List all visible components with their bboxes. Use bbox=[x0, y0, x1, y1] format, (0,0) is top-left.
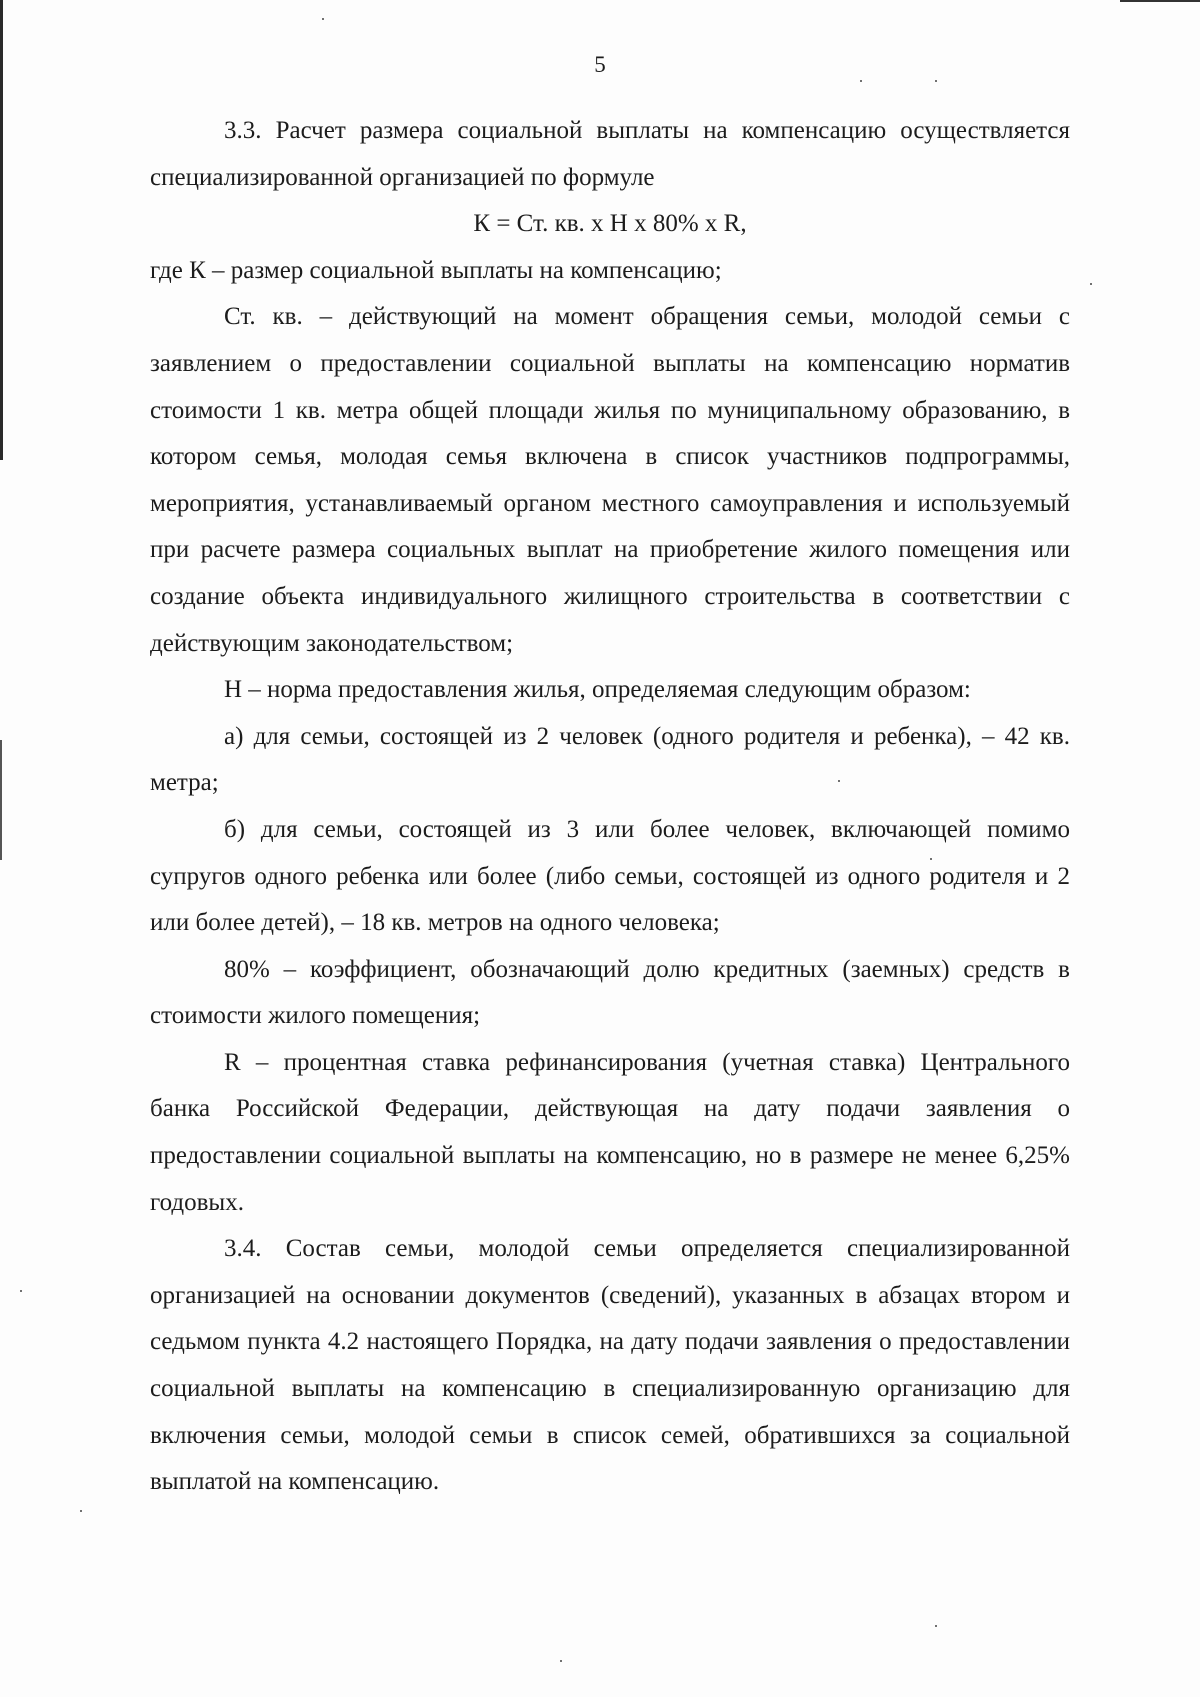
scan-speck bbox=[20, 1290, 22, 1292]
scan-edge-mark bbox=[1120, 0, 1200, 2]
scan-speck bbox=[560, 1660, 562, 1662]
definition-r: R – процентная ставка рефинансирования (учетная ставка) Центрального банка Российской Федерации, действующая на дату подачи заявления о предоставлении социальной выплаты на компенсацию, но в размере не менее 6,25% годовых. bbox=[150, 1048, 1070, 1216]
scan-speck bbox=[322, 18, 324, 20]
scan-speck bbox=[1090, 283, 1092, 285]
scan-speck bbox=[935, 80, 937, 82]
definition-st-kv: Ст. кв. – действующий на момент обращения семьи, молодой семьи с заявлением о предоставлении социальной выплаты на компенсацию норматив стоимости 1 кв. метра общей площади жилья по муниципальному образованию, в котором семья, молодая семья включена в список участников подпрограммы, мероприятия, устанавливаемый органом местного самоуправления и используемый при расчете размера социальных выплат на приобретение жилого помещения или создание объекта индивидуального жилищного строительства в соответствии с действующим законодательством; bbox=[150, 303, 1070, 657]
scan-speck bbox=[80, 1510, 82, 1512]
scan-speck bbox=[860, 80, 862, 82]
paragraph-3-4: 3.4. Состав семьи, молодой семьи определяется специализированной организацией на основании документов (сведений), указанных в абзацах втором и седьмом пункта 4.2 настоящего Порядка, на дату подачи заявления о предоставлении социальной выплаты на компенсацию в специализированную организацию для включения семьи, молодой семьи в список семей, обратившихся за социальной выплатой на компенсацию. bbox=[150, 1235, 1070, 1496]
document-body bbox=[150, 108, 1070, 1506]
formula: К = Ст. кв. х Н х 80% х R, bbox=[473, 210, 747, 238]
paragraph-3-3-intro: 3.3. Расчет размера социальной выплаты на компенсацию осуществляется специализированной организацией по формуле bbox=[150, 117, 1070, 191]
definition-k: где К – размер социальной выплаты на компенсацию; bbox=[150, 256, 722, 284]
scan-edge-mark bbox=[0, 740, 2, 860]
definition-80-percent: 80% – коэффициент, обозначающий долю кредитных (заемных) средств в стоимости жилого помещения; bbox=[150, 955, 1070, 1030]
definition-n: Н – норма предоставления жилья, определяемая следующим образом: bbox=[224, 676, 971, 704]
list-item-b: б) для семьи, состоящей из 3 или более человек, включающей помимо супругов одного ребенка или более (либо семьи, состоящей из одного родителя и 2 или более детей), – 18 кв. метров на одного человека; bbox=[150, 815, 1070, 937]
list-item-a: а) для семьи, состоящей из 2 человек (одного родителя и ребенка), – 42 кв. метра; bbox=[150, 722, 1070, 797]
page-number: 5 bbox=[594, 52, 606, 77]
scan-speck bbox=[935, 1625, 937, 1627]
